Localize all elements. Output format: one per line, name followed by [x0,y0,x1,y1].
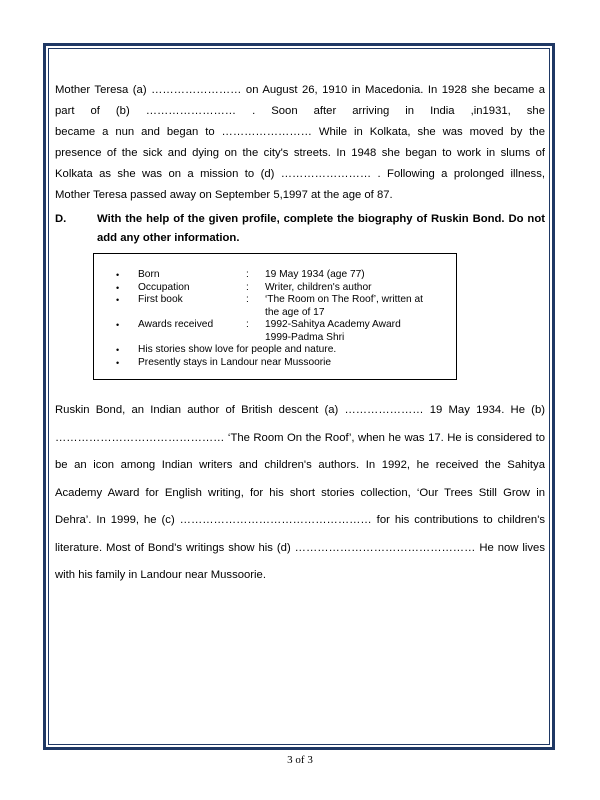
profile-label: Born [138,269,160,280]
paragraph-line: Kolkata as she was on a mission to (d) …………………… . Following a prolonged illness, [55,168,545,180]
profile-row-first-book [94,294,456,307]
paragraph-line: be an icon among Indian writers and children's authors. In 1992, he received the Sahitya [55,459,545,471]
profile-value: ‘The Room on The Roof’, written at [265,294,423,305]
ruskin-bond-paragraph [55,397,545,590]
profile-label: Occupation [138,281,190,293]
page-number: 3 of 3 [287,754,313,766]
worksheet-content [55,80,545,248]
profile-colon: : [246,319,249,330]
paragraph-line: Dehra’. In 1999, he (c) …………………………………………… for his contributions to children's [55,514,545,526]
profile-box [93,253,457,380]
profile-note [94,344,456,357]
profile-note-text: His stories show love for people and nature. [138,344,337,355]
profile-value-continuation: 1999-Padma Shri [265,331,345,343]
paragraph-line: Ruskin Bond, an Indian author of British descent (a) ………………… 19 May 1934. He (b) [55,404,545,416]
bullet-icon: • [116,270,120,280]
paragraph-line: literature. Most of Bond's writings show his (d) ………………………………………… He now lives [55,541,545,554]
profile-colon: : [246,269,249,280]
bullet-icon: • [116,295,120,305]
profile-note-text: Presently stays in Landour near Mussoorie [138,356,332,368]
profile-colon: : [246,281,249,293]
section-letter: D. [55,213,67,225]
profile-note [94,357,456,370]
paragraph-line: presence of the sick and dying on the city's streets. In 1948 she began to work in slums of [55,147,545,159]
bullet-icon: • [116,282,120,293]
section-question: With the help of the given profile, complete the biography of Ruskin Bond. Do not add any other information. [97,213,545,244]
section-d-heading [55,210,545,248]
profile-value: 19 May 1934 (age 77) [265,269,365,280]
paragraph-line: with his family in Landour near Mussoorie. [55,569,266,581]
paragraph-line: ……………………………………… ‘The Room On the Roof’, when he was 17. He is considered to [55,431,545,444]
profile-row-occupation [94,282,456,295]
profile-row-born [94,269,456,282]
paragraph-line: became a nun and began to …………………… While in Kolkata, she was moved by the [55,126,545,138]
profile-value: Writer, children's author [265,281,372,293]
bullet-icon: • [116,357,120,368]
profile-colon: : [246,294,249,305]
profile-value: 1992-Sahitya Academy Award [265,319,401,330]
profile-label: First book [138,294,183,305]
profile-list [94,269,456,369]
profile-row-continuation [94,307,456,320]
profile-label: Awards received [138,319,214,330]
profile-value-continuation: the age of 17 [265,306,325,318]
bullet-icon: • [116,345,120,355]
paragraph-line: Mother Teresa (a) …………………… on August 26, 1910 in Macedonia. In 1928 she became a [55,84,545,96]
paragraph-line: part of (b) …………………… . Soon after arriving in India ,in1931, she [55,105,545,117]
bullet-icon: • [116,320,120,330]
profile-row-continuation [94,332,456,345]
paragraph-line: Mother Teresa passed away on September 5,1997 at the age of 87. [55,189,393,201]
paragraph-line: Academy Award for English writing, for his short stories collection, ‘Our Trees Still Grow in [55,486,545,499]
mother-teresa-paragraph [55,80,545,206]
profile-row-awards [94,319,456,332]
